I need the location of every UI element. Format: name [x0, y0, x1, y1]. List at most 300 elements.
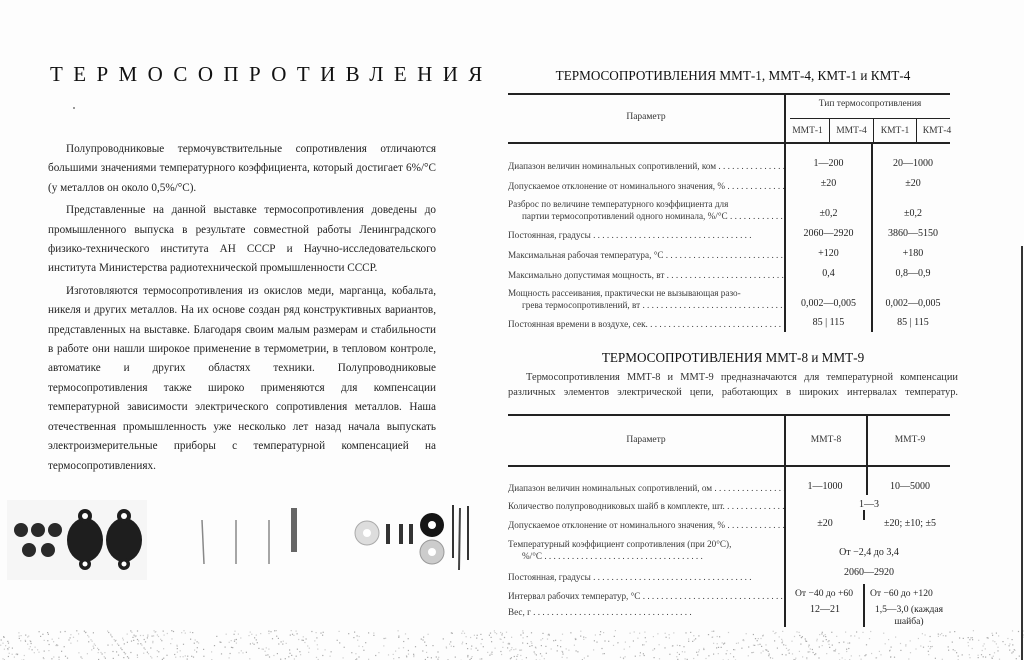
noise-speck [637, 638, 638, 639]
noise-speck [566, 657, 567, 658]
noise-speck [130, 630, 131, 631]
noise-speck [941, 633, 942, 634]
noise-speck [755, 638, 756, 639]
noise-speck [763, 635, 764, 636]
noise-speck [600, 631, 601, 632]
noise-speck [717, 643, 718, 644]
noise-speck [322, 635, 323, 636]
noise-speck [467, 656, 468, 657]
noise-speck [823, 641, 824, 642]
noise-speck [266, 647, 267, 648]
noise-speck [118, 645, 119, 646]
noise-speck [231, 640, 232, 641]
noise-speck [331, 651, 332, 652]
noise-speck [145, 649, 146, 650]
noise-speck [491, 641, 492, 642]
noise-speck [236, 643, 237, 644]
noise-speck [320, 633, 321, 634]
noise-speck [496, 633, 497, 634]
noise-speck [424, 642, 425, 643]
noise-speck [495, 648, 496, 649]
noise-speck [383, 645, 384, 646]
noise-speck [617, 642, 618, 643]
noise-speck [403, 647, 404, 648]
noise-speck [595, 634, 596, 635]
noise-speck [203, 656, 204, 657]
noise-speck [138, 640, 139, 641]
noise-speck [477, 635, 478, 636]
noise-speck [248, 635, 249, 636]
noise-speck [481, 643, 482, 644]
noise-speck [43, 658, 44, 659]
noise-speck [127, 634, 128, 635]
noise-speck [502, 633, 503, 634]
noise-speck [782, 642, 783, 643]
noise-speck [187, 656, 188, 657]
noise-speck [828, 644, 829, 645]
noise-speck [583, 639, 584, 640]
noise-speck [640, 652, 641, 653]
noise-speck [285, 658, 286, 659]
noise-speck [121, 649, 122, 650]
noise-speck [869, 638, 870, 639]
noise-speck [70, 637, 71, 638]
noise-speck [476, 638, 477, 639]
noise-speck [462, 643, 463, 644]
table1-col-kmt4: КМТ-4 [922, 126, 952, 136]
table1-value-kmt: 0,002—0,005 [885, 298, 941, 309]
noise-speck [472, 656, 473, 657]
noise-speck [230, 653, 231, 654]
noise-speck [160, 639, 161, 640]
noise-speck [753, 634, 754, 635]
noise-speck [623, 658, 624, 659]
noise-speck [31, 643, 32, 644]
noise-speck [879, 651, 880, 652]
noise-speck [265, 651, 266, 652]
noise-speck [144, 639, 145, 640]
noise-speck [766, 650, 767, 651]
table2-value-shared: От −2,4 до 3,4 [839, 547, 899, 558]
noise-speck [593, 649, 594, 650]
noise-speck [817, 639, 818, 640]
noise-speck [495, 632, 496, 633]
noise-speck [462, 642, 463, 643]
noise-speck [520, 655, 521, 656]
noise-speck [34, 652, 35, 653]
noise-speck [203, 649, 204, 650]
noise-speck [471, 658, 472, 659]
noise-speck [770, 657, 771, 658]
noise-speck [123, 657, 124, 658]
noise-speck [272, 638, 273, 639]
table1-param-header: Параметр [626, 112, 666, 122]
noise-speck [948, 650, 949, 651]
noise-speck [1009, 643, 1010, 644]
noise-speck [306, 638, 307, 639]
noise-speck [938, 636, 939, 637]
noise-speck [825, 636, 826, 637]
noise-speck [451, 646, 452, 647]
noise-speck [114, 639, 115, 640]
noise-speck [753, 652, 754, 653]
noise-speck [728, 632, 729, 633]
noise-speck [130, 652, 131, 653]
noise-speck [190, 639, 191, 640]
noise-speck [531, 643, 532, 644]
noise-speck [981, 654, 982, 655]
noise-speck [992, 633, 993, 634]
noise-speck [792, 653, 793, 654]
noise-speck [669, 654, 670, 655]
noise-speck [316, 637, 317, 638]
noise-speck [829, 647, 830, 648]
noise-speck [431, 657, 432, 658]
table1-col-mmt1: ММТ-1 [792, 126, 823, 136]
table1-value-kmt: ±20 [905, 178, 921, 189]
noise-speck [144, 647, 145, 648]
noise-speck [514, 656, 515, 657]
noise-speck [870, 631, 871, 632]
noise-speck [854, 635, 855, 636]
noise-speck [192, 632, 193, 633]
noise-speck [254, 644, 255, 645]
noise-speck [519, 650, 520, 651]
noise-speck [743, 640, 744, 641]
noise-speck [358, 646, 359, 647]
noise-speck [191, 656, 192, 657]
noise-speck [719, 636, 720, 637]
noise-speck [90, 639, 91, 640]
noise-speck [962, 654, 963, 655]
noise-speck [978, 657, 979, 658]
noise-speck [515, 649, 516, 650]
noise-speck [311, 631, 312, 632]
table2-value-shared: 1—3 [859, 499, 879, 510]
noise-speck [819, 646, 820, 647]
noise-speck [810, 648, 811, 649]
noise-speck [53, 641, 54, 642]
noise-speck [437, 651, 438, 652]
noise-speck [871, 653, 872, 654]
noise-speck [294, 658, 295, 659]
table1-value-mmt: 0,4 [822, 268, 835, 279]
noise-speck [985, 657, 986, 658]
noise-speck [809, 651, 810, 652]
noise-speck [292, 634, 293, 635]
param-text: Диапазон величин номинальных сопротивлений, ком [508, 161, 717, 171]
noise-speck [226, 634, 227, 635]
noise-speck [835, 650, 836, 651]
noise-speck [608, 641, 609, 642]
noise-speck [587, 656, 588, 657]
noise-speck [104, 656, 105, 657]
noise-speck [542, 633, 543, 634]
table1-row-param [508, 318, 784, 330]
noise-speck [666, 637, 667, 638]
noise-speck [4, 637, 5, 638]
noise-speck [93, 648, 94, 649]
noise-speck [104, 652, 105, 653]
noise-speck [888, 639, 889, 640]
noise-speck [375, 655, 376, 656]
noise-speck [511, 649, 512, 650]
noise-speck [688, 638, 689, 639]
noise-speck [885, 643, 886, 644]
noise-speck [851, 655, 852, 656]
noise-speck [758, 638, 759, 639]
table1-row-param [508, 249, 784, 261]
noise-speck [268, 633, 269, 634]
noise-speck [748, 655, 749, 656]
noise-speck [466, 636, 467, 637]
noise-speck [65, 631, 66, 632]
noise-speck [624, 649, 625, 650]
noise-speck [278, 638, 279, 639]
noise-speck [652, 650, 653, 651]
noise-speck [163, 658, 164, 659]
noise-speck [494, 630, 495, 631]
noise-speck [84, 631, 85, 632]
noise-speck [48, 650, 49, 651]
noise-speck [216, 636, 217, 637]
noise-speck [290, 635, 291, 636]
noise-speck [978, 640, 979, 641]
table1-row-param [508, 160, 784, 172]
noise-speck [61, 651, 62, 652]
noise-speck [408, 638, 409, 639]
noise-speck [818, 657, 819, 658]
noise-speck [1016, 658, 1017, 659]
noise-speck [238, 652, 239, 653]
noise-speck [282, 644, 283, 645]
noise-speck [82, 658, 83, 659]
noise-speck [197, 647, 198, 648]
table1-value-mmt: +120 [818, 248, 839, 259]
noise-speck [695, 638, 696, 639]
noise-speck [353, 637, 354, 638]
noise-speck [276, 630, 277, 631]
noise-speck [251, 634, 252, 635]
noise-speck [753, 645, 754, 646]
noise-speck [231, 647, 232, 648]
noise-speck [726, 653, 727, 654]
noise-speck [234, 634, 235, 635]
noise-speck [982, 650, 983, 651]
noise-speck [580, 636, 581, 637]
noise-speck [560, 640, 561, 641]
noise-speck [900, 650, 901, 651]
noise-speck [642, 644, 643, 645]
noise-speck [566, 648, 567, 649]
noise-speck [983, 656, 984, 657]
param-text: Вес, г [508, 607, 531, 617]
noise-speck [225, 647, 226, 648]
noise-speck [128, 658, 129, 659]
noise-speck [603, 632, 604, 633]
noise-speck [155, 632, 156, 633]
noise-speck [438, 657, 439, 658]
noise-speck [491, 637, 492, 638]
noise-speck [9, 647, 10, 648]
noise-speck [164, 635, 165, 636]
noise-speck [355, 653, 356, 654]
noise-speck [7, 641, 8, 642]
noise-speck [467, 648, 468, 649]
noise-speck [462, 631, 463, 632]
noise-speck [118, 655, 119, 656]
noise-speck [969, 657, 970, 658]
noise-speck [93, 632, 94, 633]
noise-speck [918, 638, 919, 639]
noise-speck [557, 650, 558, 651]
noise-speck [337, 640, 338, 641]
noise-speck [846, 651, 847, 652]
param-text: Диапазон величин номинальных сопротивлений, ом [508, 483, 713, 493]
noise-speck [197, 641, 198, 642]
noise-speck [398, 630, 399, 631]
noise-speck [38, 652, 39, 653]
noise-speck [198, 642, 199, 643]
noise-speck [137, 657, 138, 658]
table2-row-param [508, 590, 784, 602]
noise-speck [291, 655, 292, 656]
table1-col-kmt1: КМТ-1 [880, 126, 910, 136]
noise-speck [654, 657, 655, 658]
noise-speck [639, 655, 640, 656]
noise-speck [487, 652, 488, 653]
noise-speck [98, 652, 99, 653]
noise-speck [772, 658, 773, 659]
noise-speck [708, 655, 709, 656]
noise-speck [35, 647, 36, 648]
noise-speck [952, 642, 953, 643]
noise-speck [985, 648, 986, 649]
noise-speck [173, 631, 174, 632]
noise-speck [741, 648, 742, 649]
noise-speck [922, 633, 923, 634]
table1-row-param [508, 198, 784, 222]
noise-speck [949, 632, 950, 633]
table2-description-line1: Термосопротивления ММТ-8 и ММТ-9 предназначаются для температурной компенсации [526, 372, 958, 383]
noise-speck [757, 640, 758, 641]
table1-col-mmt4: ММТ-4 [836, 126, 867, 136]
noise-speck [551, 648, 552, 649]
table2-row-param [508, 519, 784, 531]
noise-speck [47, 640, 48, 641]
noise-speck [956, 652, 957, 653]
noise-speck [928, 646, 929, 647]
noise-speck [296, 631, 297, 632]
noise-speck [536, 654, 537, 655]
noise-speck [788, 650, 789, 651]
noise-speck [800, 644, 801, 645]
noise-speck [85, 632, 86, 633]
noise-speck [40, 636, 41, 637]
noise-speck [568, 650, 569, 651]
noise-speck [698, 651, 699, 652]
param-text: Мощность рассеивания, практически не вызывающая разо- [508, 288, 741, 298]
noise-speck [822, 632, 823, 633]
noise-speck [733, 656, 734, 657]
noise-speck [580, 631, 581, 632]
noise-speck [703, 648, 704, 649]
noise-speck [716, 647, 717, 648]
noise-speck [1018, 631, 1019, 632]
noise-speck [544, 658, 545, 659]
noise-speck [540, 653, 541, 654]
noise-speck [635, 656, 636, 657]
noise-speck [761, 646, 762, 647]
noise-speck [997, 647, 998, 648]
noise-speck [713, 643, 714, 644]
noise-speck [839, 642, 840, 643]
noise-speck [531, 641, 532, 642]
noise-speck [849, 642, 850, 643]
noise-speck [805, 638, 806, 639]
table2-top-rule [508, 414, 950, 416]
noise-speck [644, 644, 645, 645]
noise-speck [281, 641, 282, 642]
noise-speck [748, 646, 749, 647]
noise-speck [864, 655, 865, 656]
noise-speck [677, 645, 678, 646]
table2-row-param [508, 482, 784, 494]
noise-speck [644, 632, 645, 633]
noise-speck [812, 649, 813, 650]
param-text: Допускаемое отклонение от номинального значения, % [508, 181, 726, 191]
noise-speck [1012, 644, 1013, 645]
noise-speck [214, 645, 215, 646]
noise-speck [501, 634, 502, 635]
table2-value-mmt9: От −60 до +120 [870, 588, 933, 599]
noise-speck [546, 653, 547, 654]
noise-speck [1009, 650, 1010, 651]
noise-speck [526, 657, 527, 658]
noise-speck [673, 632, 674, 633]
noise-speck [712, 631, 713, 632]
param-text-cont: грева термосопротивлений, вт [522, 300, 641, 310]
noise-speck [166, 655, 167, 656]
noise-speck [503, 642, 504, 643]
noise-speck [49, 644, 50, 645]
noise-speck [30, 641, 31, 642]
noise-speck [52, 639, 53, 640]
noise-speck [51, 658, 52, 659]
noise-speck [1, 639, 2, 640]
noise-speck [378, 652, 379, 653]
noise-speck [20, 640, 21, 641]
noise-speck [92, 641, 93, 642]
noise-speck [534, 651, 535, 652]
noise-speck [529, 646, 530, 647]
noise-speck [717, 636, 718, 637]
noise-speck [161, 640, 162, 641]
noise-speck [403, 641, 404, 642]
noise-speck [277, 653, 278, 654]
noise-speck [693, 635, 694, 636]
noise-speck [630, 633, 631, 634]
intro-paragraph-3: Изготовляются термосопротивления из окислов меди, марганца, кобальта, никеля и других металлов. На их основе создан ряд конструктивных вариантов, представленных на выставке. Благодаря своим малым размерам и стабильности в работе они нашли широкое применение в термометрии, в тепловом контроле, автоматике и других областях техники. Полупроводниковые термосопротивления также широко применяются для компенсации температурной зависимости электрического сопротивления металлов. Наша отечественная промышленность уже несколько лет назад начала выпускать электроизмерительные приборы с температурной компенсацией на термосопротивлениях. [48, 284, 436, 472]
noise-speck [945, 635, 946, 636]
noise-speck [309, 648, 310, 649]
noise-speck [791, 641, 792, 642]
noise-speck [923, 647, 924, 648]
noise-speck [236, 639, 237, 640]
noise-speck [385, 638, 386, 639]
noise-speck [763, 651, 764, 652]
noise-speck [782, 654, 783, 655]
